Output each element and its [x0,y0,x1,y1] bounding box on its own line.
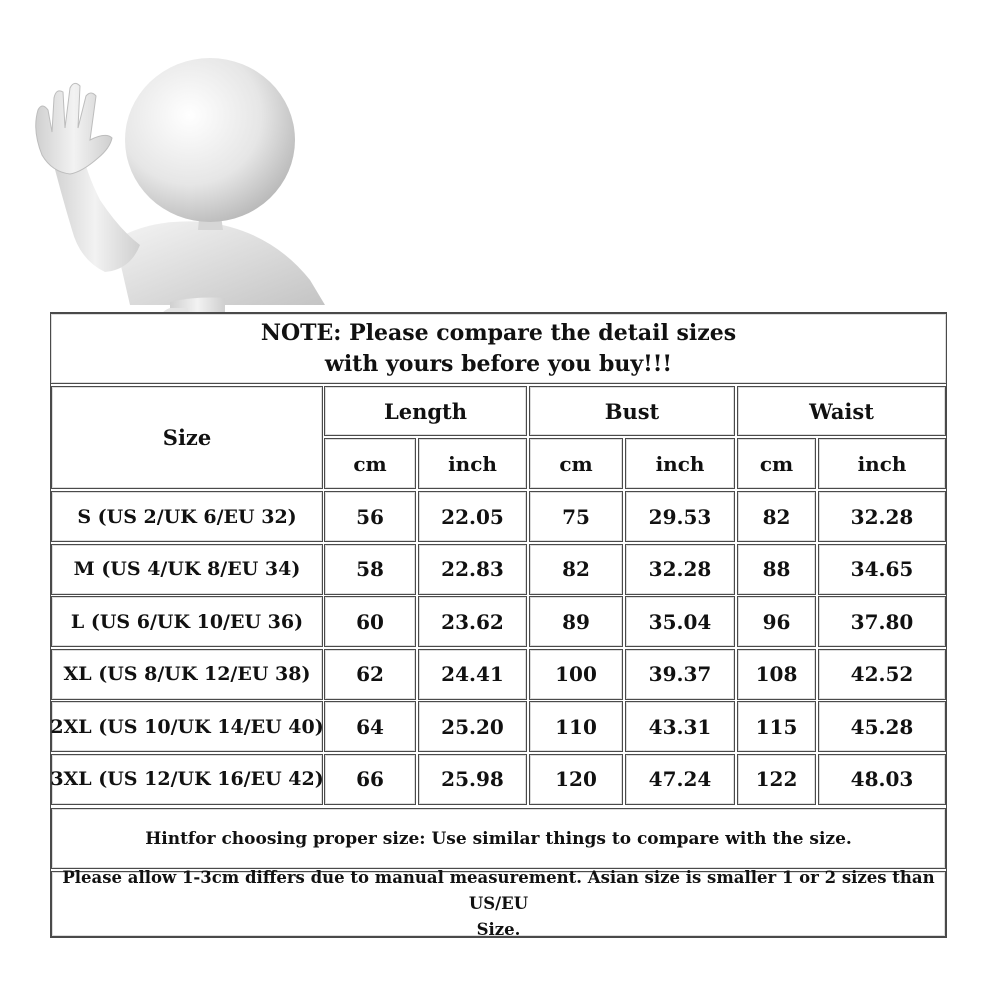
unit-header-waist-cm: cm [737,438,816,489]
waist-cm-cell: 122 [737,754,816,805]
size-label-cell: S (US 2/UK 6/EU 32) [51,491,323,542]
length-inch-cell: 25.20 [418,701,527,752]
length-header: Length [324,386,527,436]
size-label-cell: XL (US 8/UK 12/EU 38) [51,649,323,700]
length-cm-cell: 56 [324,491,416,542]
length-cm-cell: 66 [324,754,416,805]
bust-inch-cell: 43.31 [625,701,735,752]
allowance-line-2: Size. [476,920,521,939]
bust-cm-cell: 82 [529,544,623,595]
unit-header-waist-inch: inch [818,438,946,489]
length-inch-cell: 24.41 [418,649,527,700]
bust-inch-cell: 47.24 [625,754,735,805]
bust-cm-cell: 100 [529,649,623,700]
length-cm-cell: 62 [324,649,416,700]
size-label-cell: L (US 6/UK 10/EU 36) [51,596,323,647]
bust-inch-cell: 39.37 [625,649,735,700]
waving-figure-illustration [20,40,340,350]
waist-inch-cell: 48.03 [818,754,946,805]
bust-inch-cell: 29.53 [625,491,735,542]
note-line-2: with yours before you buy!!! [324,350,673,377]
waist-inch-cell: 34.65 [818,544,946,595]
waist-inch-cell: 37.80 [818,596,946,647]
bust-inch-cell: 35.04 [625,596,735,647]
size-label-cell: M (US 4/UK 8/EU 34) [51,544,323,595]
bust-cm-cell: 120 [529,754,623,805]
waist-inch-cell: 42.52 [818,649,946,700]
bust-cm-cell: 110 [529,701,623,752]
measurement-allowance-note [51,868,946,939]
waist-cm-cell: 108 [737,649,816,700]
length-inch-cell: 22.05 [418,491,527,542]
waist-cm-cell: 115 [737,701,816,752]
waist-cm-cell: 88 [737,544,816,595]
size-label-cell: 3XL (US 12/UK 16/EU 42) [51,754,323,805]
hint-note: Hintfor choosing proper size: Use similar things to compare with the size. [51,808,946,869]
size-column-header: Size [51,386,323,489]
note-banner [50,313,947,384]
length-inch-cell: 25.98 [418,754,527,805]
unit-header-length-inch: inch [418,438,527,489]
unit-header-length-cm: cm [324,438,416,489]
length-cm-cell: 58 [324,544,416,595]
waist-cm-cell: 96 [737,596,816,647]
bust-cm-cell: 89 [529,596,623,647]
bust-cm-cell: 75 [529,491,623,542]
size-label-cell: 2XL (US 10/UK 14/EU 40) [51,701,323,752]
waist-inch-cell: 45.28 [818,701,946,752]
length-inch-cell: 22.83 [418,544,527,595]
bust-inch-cell: 32.28 [625,544,735,595]
waist-cm-cell: 82 [737,491,816,542]
unit-header-bust-cm: cm [529,438,623,489]
length-cm-cell: 64 [324,701,416,752]
length-inch-cell: 23.62 [418,596,527,647]
note-line-1: NOTE: Please compare the detail sizes [260,319,737,346]
allowance-line-1: Please allow 1-3cm differs due to manual measurement. Asian size is smaller 1 or 2 sizes than US/EU [62,868,935,913]
waist-header: Waist [737,386,946,436]
waist-inch-cell: 32.28 [818,491,946,542]
length-cm-cell: 60 [324,596,416,647]
unit-header-bust-inch: inch [625,438,735,489]
bust-header: Bust [529,386,735,436]
